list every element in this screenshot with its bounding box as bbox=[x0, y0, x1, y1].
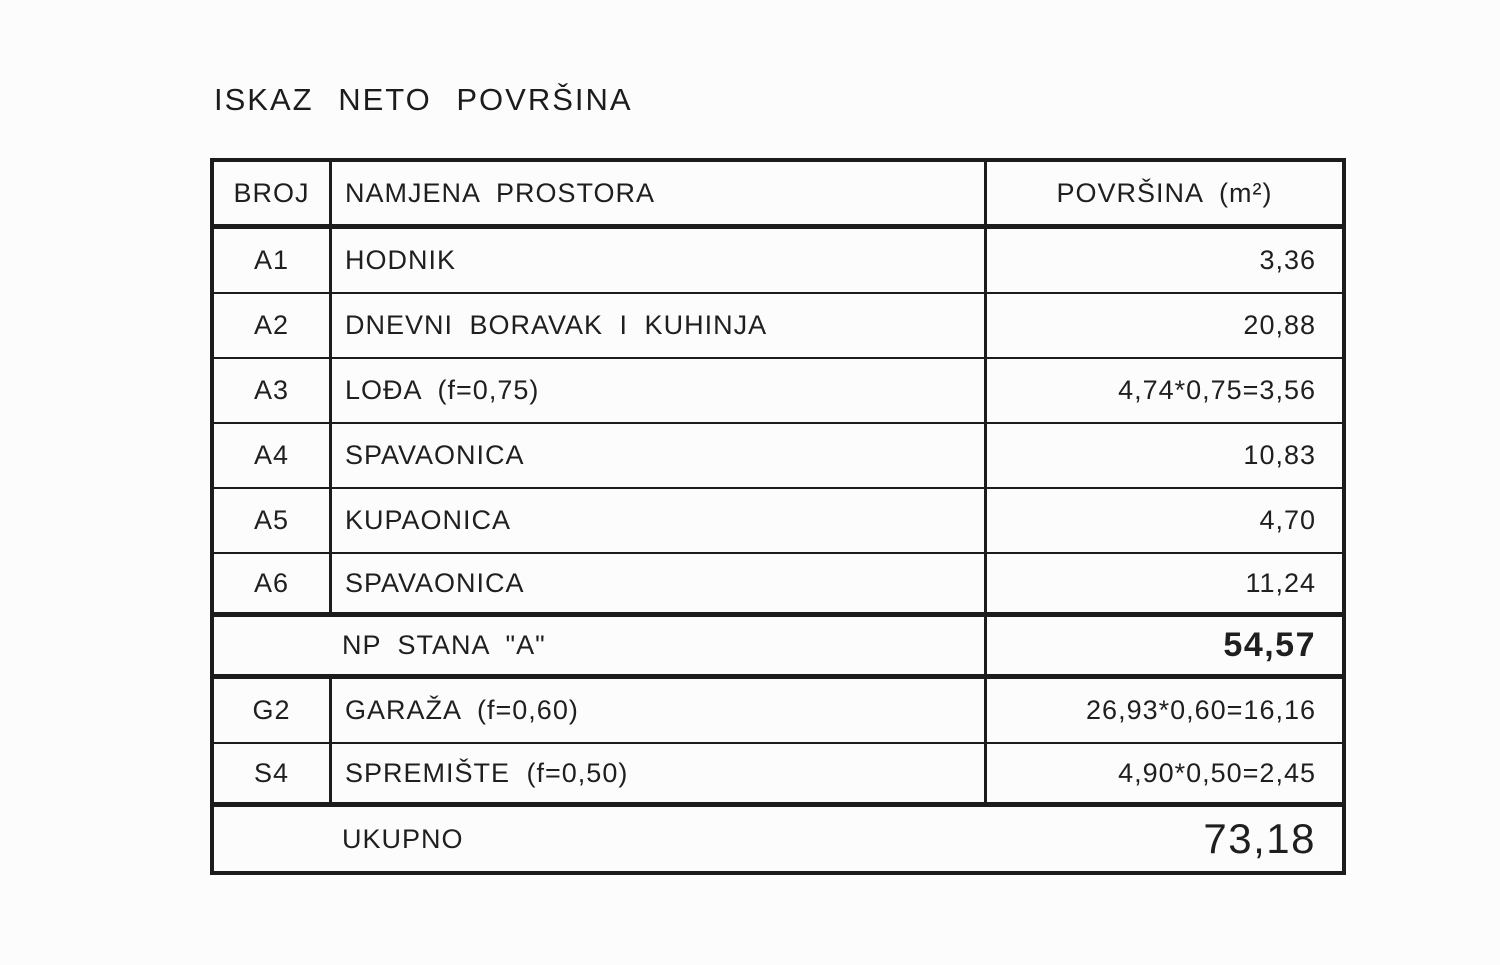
cell-namjena: KUPAONICA bbox=[332, 489, 987, 552]
table-row bbox=[214, 554, 1342, 617]
cell-povrsina: 4,90*0,50=2,45 bbox=[1118, 757, 1316, 788]
table-row bbox=[214, 359, 1342, 424]
cell-broj: A2 bbox=[214, 294, 332, 357]
table-header-row bbox=[214, 162, 1342, 229]
header-povrsina: POVRŠINA (m²) bbox=[1056, 177, 1273, 208]
table-row bbox=[214, 489, 1342, 554]
page-title: ISKAZ NETO POVRŠINA bbox=[214, 82, 633, 117]
cell-povrsina: 3,36 bbox=[1259, 245, 1316, 275]
cell-broj: A5 bbox=[214, 489, 332, 552]
header-broj: BROJ bbox=[214, 162, 332, 224]
table-row bbox=[214, 807, 1342, 871]
cell-povrsina: 73,18 bbox=[1203, 815, 1316, 862]
cell-broj: A6 bbox=[214, 554, 332, 612]
cell-povrsina: 10,83 bbox=[1243, 440, 1316, 470]
header-namjena: NAMJENA PROSTORA bbox=[332, 162, 987, 224]
cell-povrsina: 11,24 bbox=[1245, 567, 1316, 598]
cell-namjena: SPREMIŠTE (f=0,50) bbox=[332, 744, 987, 802]
cell-namjena: HODNIK bbox=[332, 229, 987, 292]
cell-povrsina: 54,57 bbox=[1223, 626, 1316, 664]
table-row bbox=[214, 294, 1342, 359]
cell-namjena: DNEVNI BORAVAK I KUHINJA bbox=[332, 294, 987, 357]
net-area-table bbox=[210, 158, 1346, 875]
cell-namjena-span: UKUPNO bbox=[342, 823, 464, 854]
cell-broj: G2 bbox=[214, 679, 332, 742]
table-row bbox=[214, 424, 1342, 489]
cell-namjena-span: NP STANA "A" bbox=[214, 617, 987, 674]
cell-namjena: LOĐA (f=0,75) bbox=[332, 359, 987, 422]
cell-povrsina: 4,74*0,75=3,56 bbox=[1118, 375, 1316, 405]
cell-broj: A3 bbox=[214, 359, 332, 422]
table-row bbox=[214, 679, 1342, 744]
table-row bbox=[214, 744, 1342, 807]
cell-povrsina: 26,93*0,60=16,16 bbox=[1086, 695, 1316, 725]
cell-broj: A1 bbox=[214, 229, 332, 292]
table-row bbox=[214, 617, 1342, 679]
cell-broj: S4 bbox=[214, 744, 332, 802]
cell-namjena: SPAVAONICA bbox=[332, 424, 987, 487]
cell-broj: A4 bbox=[214, 424, 332, 487]
cell-povrsina: 4,70 bbox=[1259, 505, 1316, 535]
cell-namjena: SPAVAONICA bbox=[332, 554, 987, 612]
cell-povrsina: 20,88 bbox=[1243, 310, 1316, 340]
table-row bbox=[214, 229, 1342, 294]
cell-namjena: GARAŽA (f=0,60) bbox=[332, 679, 987, 742]
